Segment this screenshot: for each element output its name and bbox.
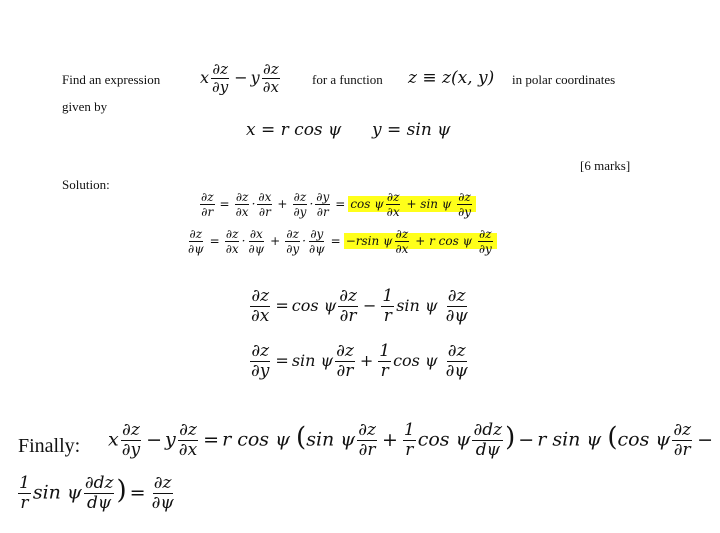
dzdy-equation: $\frac{\partial z}{\partial y}$ = sin ψ $\frac{\partial z}{\partial r}$ + $\frac{1}{r}$ cos ψ $\frac{\partial z}{\partial\psi}$ bbox=[251, 341, 468, 381]
problem-text-line1 bbox=[62, 72, 160, 88]
marks-label: [6 marks] bbox=[580, 158, 631, 173]
highlighted-result-2: −rsin ψ $\frac{\partial z}{\partial x}$ + r cos ψ $\frac{\partial z}{\partial y}$ bbox=[344, 233, 497, 249]
function-def: z ≡ z(x, y) bbox=[408, 68, 495, 88]
dzdx-equation: $\frac{\partial z}{\partial x}$ = cos ψ $\frac{\partial z}{\partial r}$ − $\frac{1}{r}$ sin ψ $\frac{\partial z}{\partial\psi}$ bbox=[251, 286, 468, 326]
polar-label: in polar coordinates bbox=[512, 72, 616, 87]
chain-rule-row-2: $\frac{\partial z}{\partial\psi}$ = $\frac{\partial z}{\partial x}$ · $\frac{\partial x}{\partial\psi}$ + $\frac{\partial z}{\partial y}$ · $\frac{\partial y}{\partial\psi}$ = −rsin ψ $\frac{\partial z}{\partial x}$ + r cos ψ $\frac{\partial z}{\partial y}$ bbox=[185, 228, 497, 255]
find-label: Find an expression bbox=[62, 72, 161, 87]
chain-rule-row-1: $\frac{\partial z}{\partial r}$ = $\frac{\partial z}{\partial x}$ · $\frac{\partial x}{\partial r}$ + $\frac{\partial z}{\partial y}$ · $\frac{\partial y}{\partial r}$ = cos ψ $\frac{\partial z}{\partial x}$ + sin ψ $\frac{\partial z}{\partial y}$ bbox=[198, 191, 476, 218]
given-by-label: given by bbox=[62, 99, 108, 114]
for-label: for a function bbox=[312, 72, 383, 87]
highlighted-result-1: cos ψ $\frac{\partial z}{\partial x}$ + sin ψ $\frac{\partial z}{\partial y}$ bbox=[348, 196, 476, 212]
equation-x: x = r cos ψ bbox=[246, 120, 342, 140]
target-expression: x $\frac{\partial z}{\partial y}$ − y $\frac{\partial z}{\partial x}$ bbox=[200, 60, 279, 96]
equation-y: y = sin ψ bbox=[372, 120, 451, 140]
solution-label: Solution: bbox=[62, 177, 110, 192]
final-line-2: $\frac{1}{r}$ sin ψ $\frac{\partial dz}{d\psi}$ ) = $\frac{\partial z}{\partial\psi}$ bbox=[19, 473, 174, 513]
final-line-1: x $\frac{\partial z}{\partial y}$ − y $\frac{\partial z}{\partial x}$ = r cos ψ (sin ψ $\frac{\partial z}{\partial r}$ + $\frac{1}{r}$ cos ψ $\frac{\partial dz}{d\psi}$ ) − r sin ψ (cos ψ $\frac{\partial z}{\partial r}$ − bbox=[108, 420, 713, 460]
finally-label: Finally: bbox=[18, 435, 81, 457]
